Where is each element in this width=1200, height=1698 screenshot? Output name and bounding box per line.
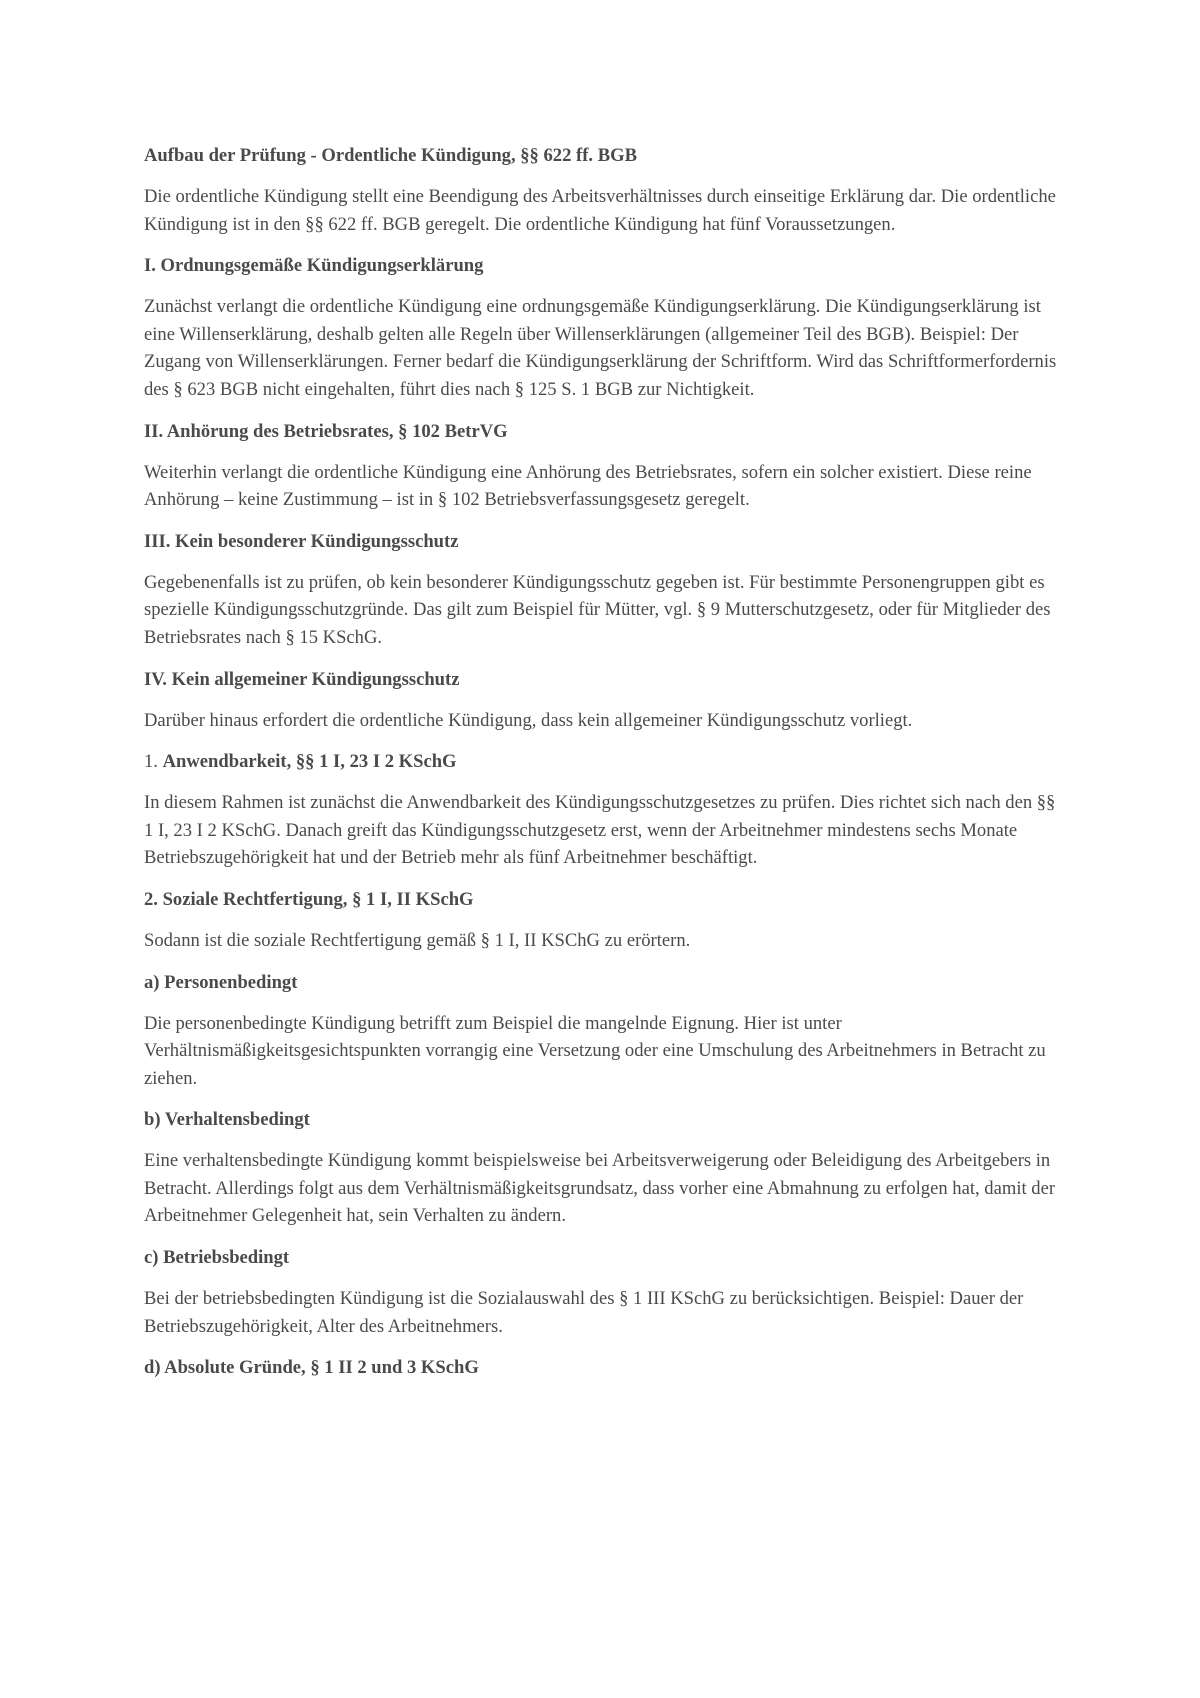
subsection-2-heading: 2. Soziale Rechtfertigung, § 1 I, II KSchG bbox=[144, 888, 474, 910]
subsection-d-heading: d) Absolute Gründe, § 1 II 2 und 3 KSchG bbox=[144, 1357, 479, 1379]
subsection-c-paragraph: Bei der betriebsbedingten Kündigung ist die Sozialauswahl des § 1 III KSchG zu berücksichtigen. Beispiel: Dauer der Betriebszugehörigkeit, Alter des Arbeitnehmers. bbox=[144, 1288, 1024, 1337]
section-4-paragraph: Darüber hinaus erfordert die ordentliche Kündigung, dass kein allgemeiner Kündigungsschutz vorliegt. bbox=[144, 709, 913, 731]
subsection-1-title: Anwendbarkeit, §§ 1 I, 23 I 2 KSchG bbox=[162, 751, 457, 773]
section-2-paragraph: Weiterhin verlangt die ordentliche Kündigung eine Anhörung des Betriebsrates, sofern ein solcher existiert. Diese reine Anhörung – keine Zustimmung – ist in § 102 Betriebsverfassungsgesetz geregelt. bbox=[144, 461, 1032, 511]
intro-paragraph: Die ordentliche Kündigung stellt eine Beendigung des Arbeitsverhältnisses durch einseitige Erklärung dar. Die ordentliche Kündigung ist in den §§ 622 ff. BGB geregelt. Die ordentliche Kündigung hat fünf Voraussetzungen. bbox=[144, 186, 1056, 235]
section-2-heading: II. Anhörung des Betriebsrates, § 102 BetrVG bbox=[144, 420, 508, 442]
subsection-1-number: 1. bbox=[144, 751, 163, 773]
section-1-heading: I. Ordnungsgemäße Kündigungserklärung bbox=[144, 255, 484, 277]
subsection-1-heading bbox=[144, 748, 1060, 775]
subsection-a-heading: a) Personenbedingt bbox=[144, 971, 298, 993]
subsection-b-heading: b) Verhaltensbedingt bbox=[144, 1109, 310, 1131]
document-title: Aufbau der Prüfung - Ordentliche Kündigung, §§ 622 ff. BGB bbox=[144, 145, 637, 166]
subsection-2-paragraph: Sodann ist die soziale Rechtfertigung gemäß § 1 I, II KSChG zu erörtern. bbox=[144, 929, 691, 951]
subsection-1-paragraph: In diesem Rahmen ist zunächst die Anwendbarkeit des Kündigungsschutzgesetzes zu prüfen. Dies richtet sich nach den §§ 1 I, 23 I 2 KSchG. Danach greift das Kündigungsschutzgesetz erst, wenn der Arbeitnehmer mindestens sechs Monate Betriebszugehörigkeit hat und der Betrieb mehr als fünf Arbeitnehmer beschäftigt. bbox=[144, 792, 1056, 869]
subsection-c-heading: c) Betriebsbedingt bbox=[144, 1247, 290, 1269]
section-4-heading: IV. Kein allgemeiner Kündigungsschutz bbox=[144, 668, 460, 690]
subsection-b-paragraph: Eine verhaltensbedingte Kündigung kommt beispielsweise bei Arbeitsverweigerung oder Beleidigung des Arbeitgebers in Betracht. Allerdings folgt aus dem Verhältnismäßigkeitsgrundsatz, dass vorher eine Abmahnung zu erfolgen hat, damit der Arbeitnehmer Gelegenheit hat, sein Verhalten zu ändern. bbox=[144, 1150, 1056, 1227]
section-3-heading: III. Kein besonderer Kündigungsschutz bbox=[144, 530, 459, 552]
section-3-paragraph: Gegebenenfalls ist zu prüfen, ob kein besonderer Kündigungsschutz gegeben ist. Für bestimmte Personengruppen gibt es spezielle Kündigungsschutzgründe. Das gilt zum Beispiel für Mütter, vgl. § 9 Mutterschutzgesetz, oder für Mitglieder des Betriebsrates nach § 15 KSchG. bbox=[144, 571, 1051, 648]
section-1-paragraph: Zunächst verlangt die ordentliche Kündigung eine ordnungsgemäße Kündigungserklärung. Die Kündigungserklärung ist eine Willenserklärung, deshalb gelten alle Regeln über Willenserklärungen (allgemeiner Teil des BGB). Beispiel: Der Zugang von Willenserklärungen. Ferner bedarf die Kündigungserklärung der Schriftform. Wird das Schriftformerfordernis des § 623 BGB nicht eingehalten, führt dies nach § 125 S. 1 BGB zur Nichtigkeit. bbox=[144, 296, 1057, 400]
subsection-a-paragraph: Die personenbedingte Kündigung betrifft zum Beispiel die mangelnde Eignung. Hier ist unter Verhältnismäßigkeitsgesichtspunkten vorrangig eine Versetzung oder eine Umschulung des Arbeitnehmers in Betracht zu ziehen. bbox=[144, 1012, 1046, 1089]
